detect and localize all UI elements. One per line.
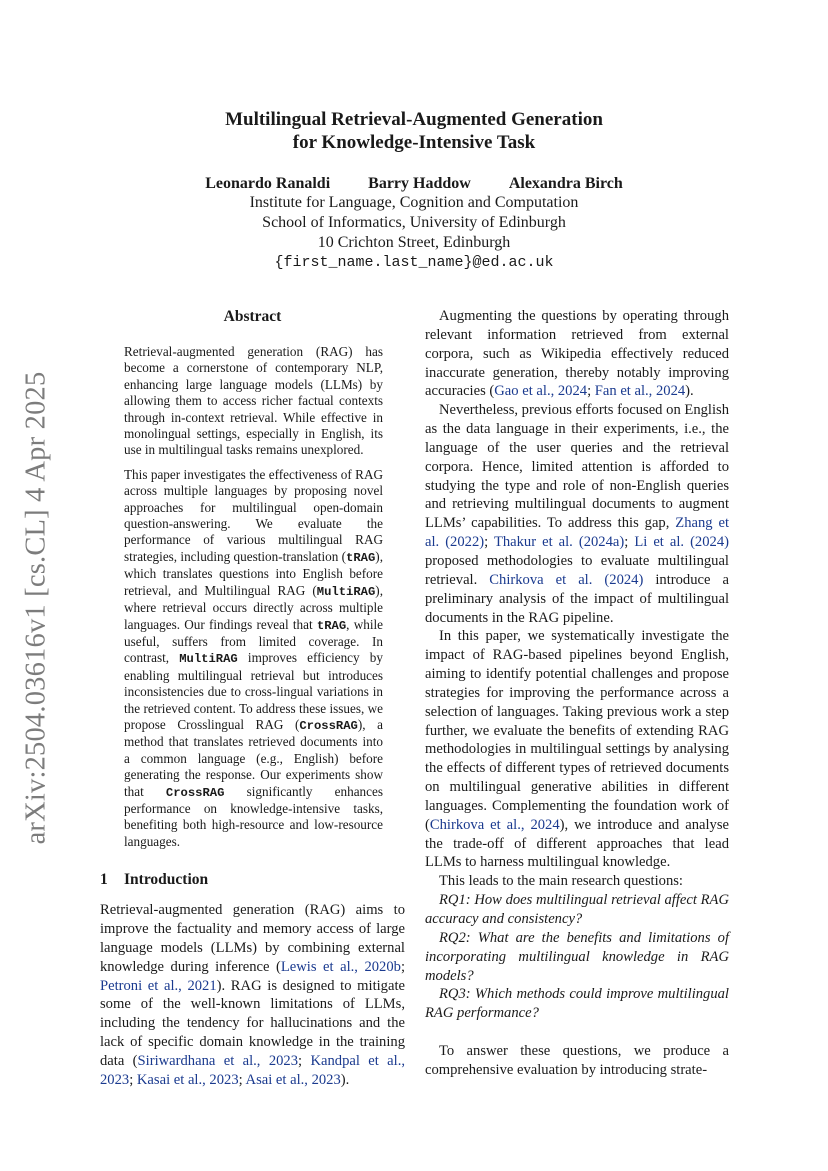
paragraph-gap [425, 1023, 729, 1042]
author-list [100, 174, 728, 194]
abstract-heading: Abstract [223, 308, 282, 325]
left-column [100, 307, 405, 1090]
arxiv-stamp-text: arXiv:2504.03616v1 [cs.CL] 4 Apr 2025 [20, 371, 52, 845]
body-paragraph: Nevertheless, previous efforts focused on English as the data language in their experiments, i.e., the language of the user queries and the retrieval corpora. Hence, limited attention is afforded to studying the type and role of non-English queries and retrieving multilingual documents to augment LLMs’ capabilities. To address this gap, Zhang et al. (2022); Thakur et al. (2024a); Li et al. (2024) proposed methodologies to evaluate multilingual retrieval. Chirkova et al. (2024) introduce a preliminary analysis of the impact of multilingual documents in the RAG pipeline. [425, 402, 729, 626]
research-question: RQ3: Which methods could improve multilingual RAG performance? [425, 986, 729, 1022]
section-heading-introduction [100, 870, 405, 890]
citation-link[interactable]: Kandpal et al., 2023 [100, 1052, 405, 1088]
method-name-trag: tRAG [346, 550, 376, 565]
body-paragraph: To answer these questions, we produce a comprehensive evaluation by introducing strate- [425, 1043, 729, 1078]
method-name-multirag: MultiRAG [316, 584, 376, 599]
author-name: Barry Haddow [368, 175, 471, 192]
author-name: Leonardo Ranaldi [205, 175, 331, 192]
right-column [425, 307, 729, 1080]
research-question: RQ1: How does multilingual retrieval affect RAG accuracy and consistency? [425, 892, 729, 927]
research-question: RQ2: What are the benefits and limitations of incorporating multilingual knowledge in RAG models? [425, 929, 729, 984]
body-paragraph: Retrieval-augmented generation (RAG) aims to improve the factuality and memory access of large language models (LLMs) by combining external knowledge during inference (Lewis et al., 2020b; Petroni et al., 2021). RAG is designed to mitigate some of the well-known limitations of LLMs, including the tendency for hallucinations and the lack of specific domain knowledge in the training data (Siriwardhana et al., 2023; Kandpal et al., 2023; Kasai et al., 2023; Asai et al., 2023). [100, 902, 405, 1088]
abstract-body [124, 344, 383, 850]
title-line-1: Multilingual Retrieval-Augmented Generation [225, 109, 603, 130]
method-name-crossrag: CrossRAG [165, 785, 225, 800]
paper-title [100, 108, 728, 154]
citation-link[interactable]: Gao et al., 2024 [494, 383, 588, 400]
intro-body-left [100, 901, 405, 1089]
affiliation-line: School of Informatics, University of Edinburgh [262, 214, 566, 231]
abstract-paragraph: Retrieval-augmented generation (RAG) has become a cornerstone of contemporary NLP, enhancing large language models (LLMs) by allowing them to access richer factual contexts through in-context retrieval. While effective in monolingual settings, especially in English, its use in multilingual tasks remains unexplored. [124, 344, 383, 458]
affiliation-line: 10 Crichton Street, Edinburgh [317, 234, 511, 251]
citation-link[interactable]: Zhang et al. (2022) [425, 515, 729, 551]
arxiv-stamp [14, 372, 58, 844]
citation-link[interactable]: Lewis et al., 2020b [280, 958, 401, 975]
body-paragraph: In this paper, we systematically investigate the impact of RAG-based pipelines beyond English, aiming to identify potential challenges and propose strategies for improving the performance across a selection of languages. Taking previous work a step further, we evaluate the benefits of extending RAG methodologies in multilingual settings by analysing the effects of different types of retrieved documents on multilingual generative abilities in different languages. Complementing the foundation work of (Chirkova et al., 2024), we introduce and analyse the trade-off of different approaches that lead LLMs to harness multilingual knowledge. [425, 628, 730, 871]
citation-link[interactable]: Chirkova et al., 2024 [429, 816, 560, 833]
citation-link[interactable]: Petroni et al., 2021 [100, 977, 217, 994]
method-name-multirag: MultiRAG [179, 652, 238, 667]
citation-link[interactable]: Li et al. (2024) [634, 534, 729, 551]
body-paragraph: Augmenting the questions by operating through relevant information retrieved from external corpora, such as Wikipedia effectively reduced inaccurate generation, thereby notably improving accuracies (Gao et al., 2024; Fan et al., 2024). [425, 308, 729, 400]
citation-link[interactable]: Asai et al., 2023 [245, 1071, 341, 1088]
method-name-crossrag: CrossRAG [299, 718, 358, 733]
section-number: 1 [100, 871, 108, 889]
method-name-trag: tRAG [316, 618, 347, 633]
body-paragraph: This leads to the main research questions: [439, 873, 683, 890]
title-line-2: for Knowledge-Intensive Task [292, 132, 536, 153]
author-name: Alexandra Birch [508, 175, 623, 192]
section-title: Introduction [124, 871, 209, 889]
abstract-paragraph: This paper investigates the effectiveness of RAG across multiple languages by proposing novel approaches for multilingual open-domain question-answering. We evaluate the performance of various multilingual RAG strategies, including question-translation (tRAG), which translates questions into English before retrieval, and Multilingual RAG (MultiRAG), where retrieval occurs directly across multiple languages. Our findings reveal that tRAG, while useful, suffers from limited coverage. In contrast, MultiRAG improves efficiency by enabling multilingual retrieval but introduces inconsistencies due to cross-lingual variations in the retrieved content. To address these issues, we propose Crosslingual RAG (CrossRAG), a method that translates retrieved documents into a common language (e.g., English) before generating the response. Our experiments show that CrossRAG significantly enhances performance on knowledge-intensive tasks, benefiting both high-resource and low-resource languages. [124, 466, 383, 849]
citation-link[interactable]: Kasai et al., 2023 [136, 1071, 239, 1088]
citation-link[interactable]: Fan et al., 2024 [594, 383, 686, 400]
email: {first_name.last_name}@ed.ac.uk [274, 254, 554, 271]
citation-link[interactable]: Siriwardhana et al., 2023 [137, 1052, 299, 1069]
citation-link[interactable]: Chirkova et al. (2024) [489, 571, 644, 588]
affiliation-line: Institute for Language, Cognition and Computation [249, 194, 579, 211]
affiliation-block [100, 193, 728, 273]
citation-link[interactable]: Thakur et al. (2024a) [493, 534, 625, 551]
